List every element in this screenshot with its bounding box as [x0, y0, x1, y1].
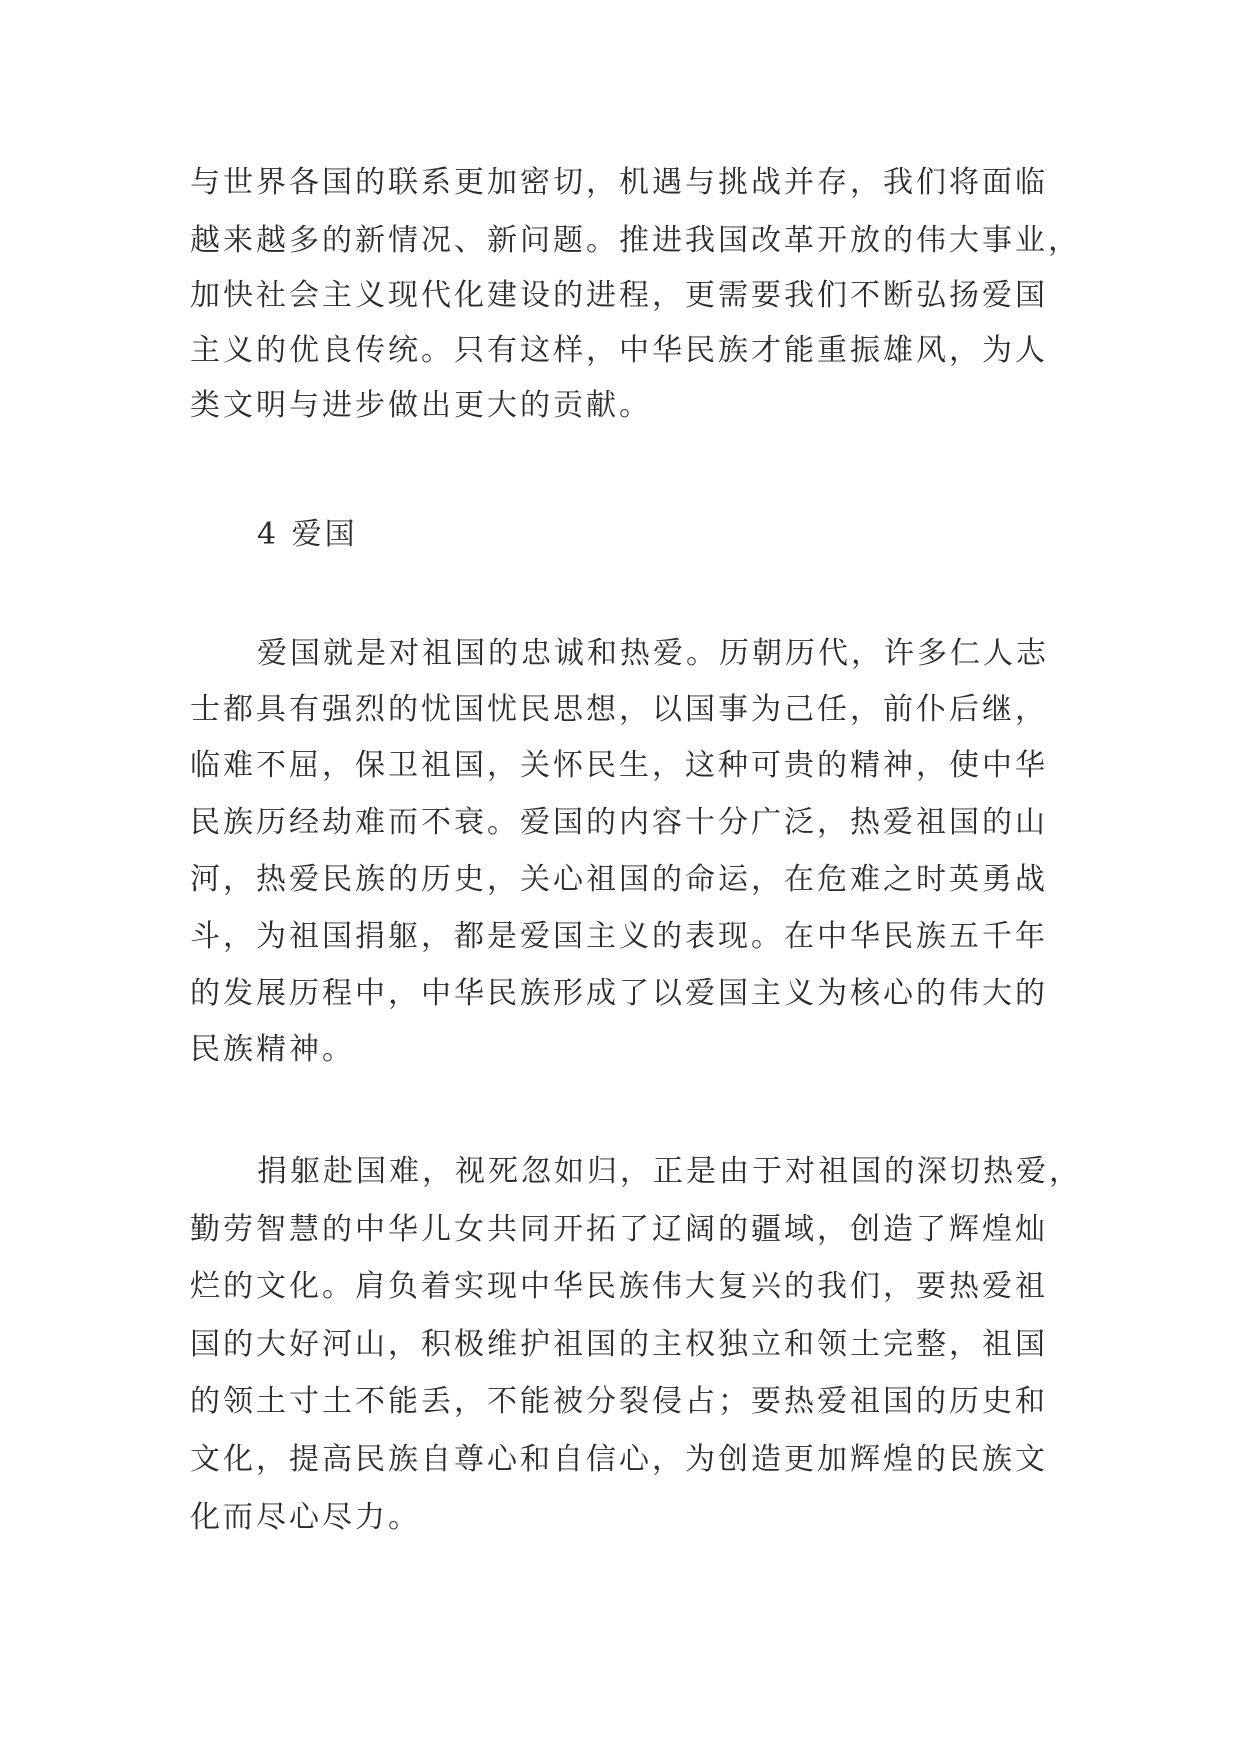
text-line: 的领土寸土不能丢，不能被分裂侵占；要热爱祖国的历史和 — [190, 1384, 1048, 1419]
text-line: 文化，提高民族自尊心和自信心，为创造更加辉煌的民族文 — [190, 1442, 1048, 1477]
text-line: 与世界各国的联系更加密切，机遇与挑战并存，我们将面临 — [190, 165, 1048, 200]
text-line: 勤劳智慧的中华儿女共同开拓了辽阔的疆域，创造了辉煌灿 — [190, 1212, 1048, 1247]
text-line: 民族历经劫难而不衰。爱国的内容十分广泛，热爱祖国的山 — [190, 805, 1048, 840]
text-line: 临难不屈，保卫祖国，关怀民生，这种可贵的精神，使中华 — [190, 748, 1048, 783]
text-line: 国的大好河山，积极维护祖国的主权独立和领土完整，祖国 — [190, 1327, 1048, 1362]
text-line: 越来越多的新情况、新问题。推进我国改革开放的伟大事业， — [190, 223, 1081, 258]
text-line: 爱国就是对祖国的忠诚和热爱。历朝历代，许多仁人志 — [257, 636, 1049, 671]
section-heading: 4 爱国 — [257, 517, 358, 552]
text-line: 化而尽心尽力。 — [190, 1500, 421, 1535]
text-line: 斗，为祖国捐躯，都是爱国主义的表现。在中华民族五千年 — [190, 919, 1048, 954]
text-line: 加快社会主义现代化建设的进程，更需要我们不断弘扬爱国 — [190, 278, 1048, 313]
text-line: 河，热爱民族的历史，关心祖国的命运，在危难之时英勇战 — [190, 862, 1048, 897]
text-line: 捐躯赴国难，视死忽如归，正是由于对祖国的深切热爱， — [257, 1154, 1082, 1189]
text-line: 烂的文化。肩负着实现中华民族伟大复兴的我们，要热爱祖 — [190, 1269, 1048, 1304]
text-line: 民族精神。 — [190, 1032, 355, 1067]
text-line: 士都具有强烈的忧国忧民思想，以国事为己任，前仆后继， — [190, 692, 1048, 727]
text-line: 的发展历程中，中华民族形成了以爱国主义为核心的伟大的 — [190, 976, 1048, 1011]
text-line: 类文明与进步做出更大的贡献。 — [190, 388, 652, 423]
text-line: 主义的优良传统。只有这样，中华民族才能重振雄风，为人 — [190, 333, 1048, 368]
